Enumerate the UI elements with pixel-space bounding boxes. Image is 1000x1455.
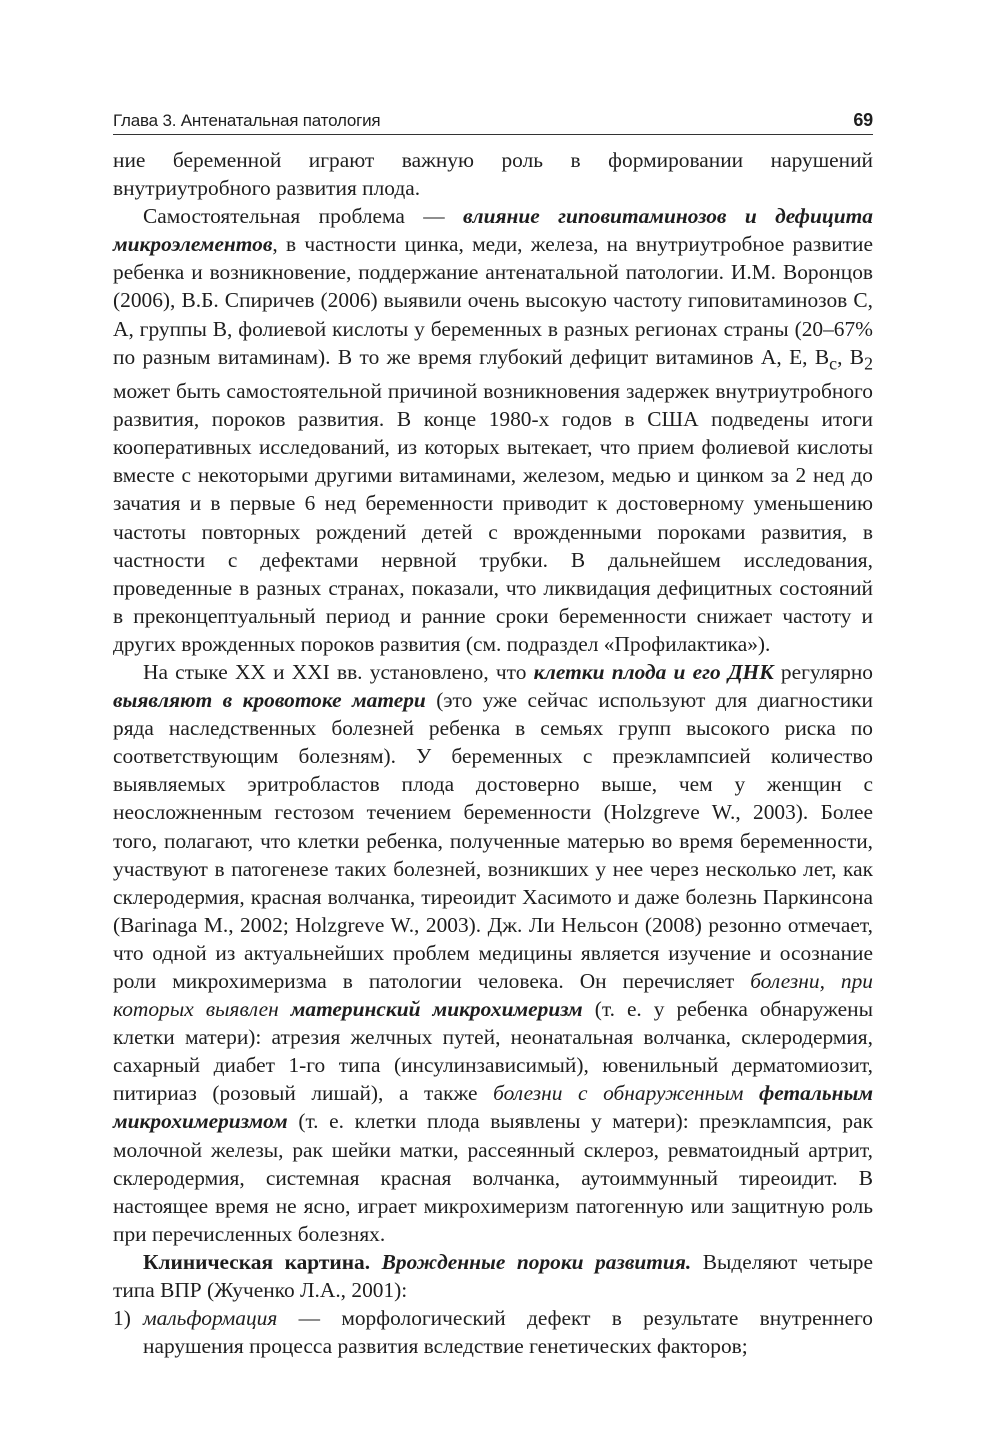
running-title: Глава 3. Антенатальная патология	[113, 111, 381, 130]
subsection-heading: Врожденные пороки развития.	[381, 1249, 692, 1274]
emphasis-hypovitaminosis: влияние гиповитаминозов и дефицита микроэлементов	[113, 204, 873, 257]
paragraph-2: Самостоятельная проблема — влияние гиповитаминозов и дефицита микроэлементов, в частности цинка, меди, железа, на внутриутробное развитие ребенка и возникновение, поддержание антенатальной патологии. И.М. Воронцов (2006), В.Б. Спиричев (2006) выявили очень высокую частоту гиповитаминозов С, А, группы В, фолиевой кислоты у беременных в разных регионах страны (20–67% по разным витаминам). В то же время глубокий дефицит витаминов А, Е, $В_c$, $В_2$ может быть самостоятельной причиной возникновения задержек внутриутробного развития, пороков развития. В конце 1980-х годов в США подведены итоги кооперативных исследований, из которых вытекает, что прием фолиевой кислоты вместе с некоторыми другими витаминами, железом, медью и цинком за 2 нед до зачатия и в первые 6 нед беременности приводит к достоверному уменьшению частоты повторных рождений детей с врожденными пороками развития, в частности с дефектами нервной трубки. В дальнейшем исследования, проведенные в разных странах, показали, что ликвидация дефицитных состояний в преконцептуальный период и ранние сроки беременности снижает частоту и других врожденных пороков развития (см. подраздел «Профилактика»).	[113, 204, 873, 656]
paragraph-4: Клиническая картина. Врожденные пороки развития. Выделяют четыре типа ВПР (Жученко Л.А., 2001):	[113, 1249, 873, 1303]
paragraph-3: На стыке XX и XXI вв. установлено, что клетки плода и его ДНК регулярно выявляют в кровотоке матери (это уже сейчас используют для диагностики ряда наследственных болезней ребенка в семьях групп высокого риска по соответствующим болезням). У беременных с преэклампсией количество выявляемых эритробластов плода достоверно выше, чем у женщин с неосложненным гестозом течением беременности (Holzgreve W., 2003). Более того, полагают, что клетки ребенка, полученные матерью во время беременности, участвуют в патогенезе таких болезней, возникших у нее через несколько лет, как склеродермия, красная волчанка, тиреоидит Хасимото и даже болезнь Паркинсона (Barinaga M., 2002; Holzgreve W., 2003). Дж. Ли Нельсон (2008) резонно отмечает, что одной из актуальнейших проблем медицины является изучение и осознание роли микрохимеризма в патологии человека. Он перечисляет болезни, при которых выявлен материнский микрохимеризм (т. е. у ребенка обнаружены клетки матери): атрезия желчных путей, неонатальная волчанка, склеродермия, сахарный диабет 1-го типа (инсулинзависимый), ювенильный дерматомиозит, питириаз (розовый лишай), а также болезни с обнаруженным фетальным микрохимеризмом (т. е. клетки плода выявлены у матери): преэклампсия, рак молочной железы, рак шейки матки, рассеянный склероз, ревматоидный артрит, склеродермия, системная красная волчанка, аутоиммунный тиреоидит. В настоящее время не ясно, играет микрохимеризм патогенную или защитную роль при перечисленных болезнях.	[113, 659, 873, 1246]
emphasis-fetal-microchimerism: фетальным микрохимеризмом	[113, 1081, 873, 1134]
emphasis-maternal-bloodstream: выявляют в кровотоке матери	[113, 688, 426, 713]
section-heading: Клиническая картина.	[143, 1249, 371, 1274]
page-number: 69	[853, 110, 873, 130]
list-item-term: мальформация	[143, 1306, 278, 1331]
running-header	[113, 107, 873, 131]
list-item: 1) мальформация — морфологический дефект в результате внутреннего нарушения процесса развития вследствие генетических факторов;	[113, 1304, 873, 1360]
body-text	[113, 146, 873, 1360]
emphasis-maternal-microchimerism: материнский микрохимеризм	[290, 997, 583, 1022]
paragraph-1: ние беременной играют важную роль в формировании нарушений внутриутробного развития плода.	[113, 148, 873, 201]
emphasis-fetal-cells: клетки плода и его ДНК	[533, 659, 774, 684]
header-rule	[113, 134, 873, 135]
list-item-number: 1)	[113, 1306, 131, 1331]
